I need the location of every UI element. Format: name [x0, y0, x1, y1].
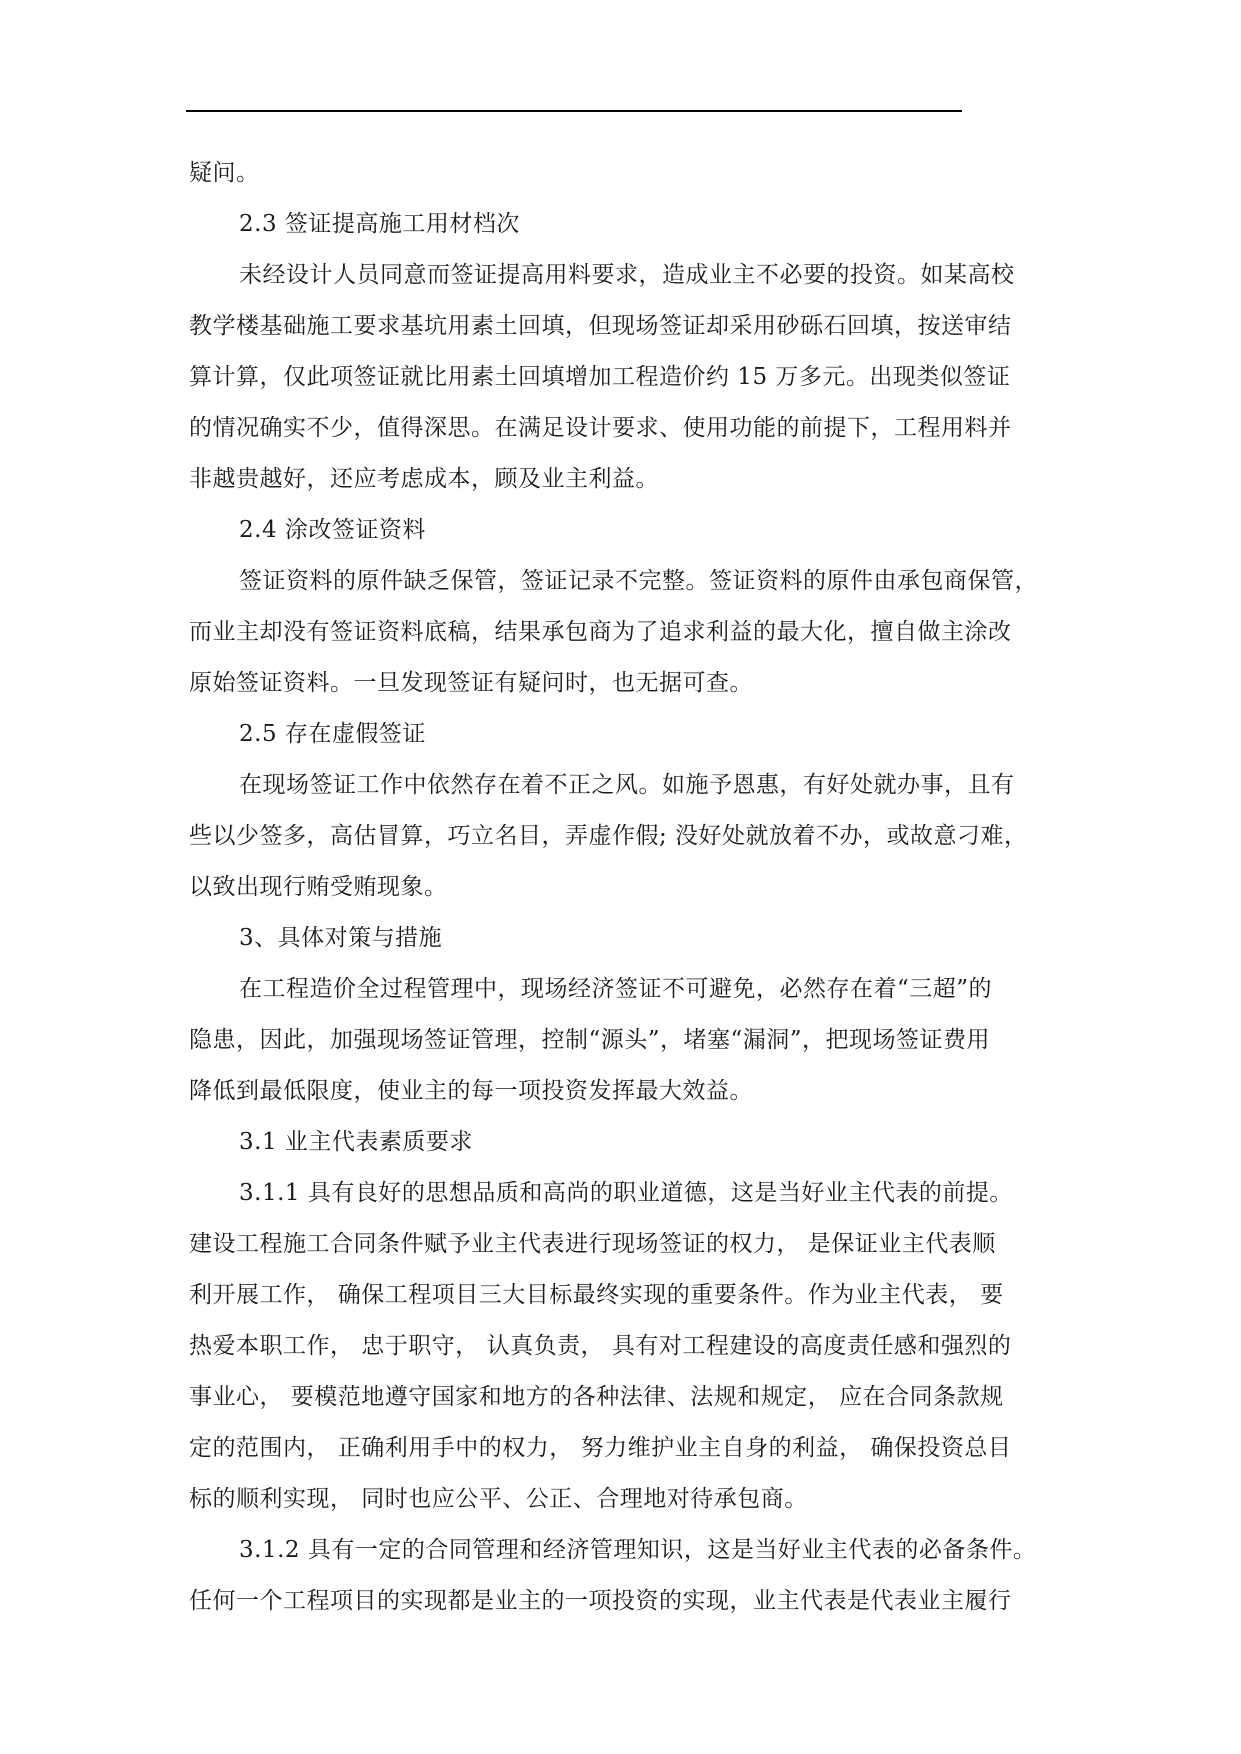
section-heading: 3、具体对策与措施 [239, 925, 443, 951]
body-text-line: 利开展工作， 确保工程项目三大目标最终实现的重要条件。作为业主代表， 要 [189, 1282, 1004, 1308]
body-text-line: 事业心， 要模范地遵守国家和地方的各种法律、法规和规定， 应在合同条款规 [189, 1384, 1004, 1410]
body-text-line: 3.1.2 具有一定的合同管理和经济管理知识，这是当好业主代表的必备条件。 [239, 1537, 1037, 1563]
body-text-line: 非越贵越好，还应考虑成本，顾及业主利益。 [189, 466, 659, 492]
body-text-line: 未经设计人员同意而签证提高用料要求，造成业主不必要的投资。如某高校 [239, 262, 1015, 288]
body-text-line: 教学楼基础施工要求基坑用素土回填，但现场签证却采用砂砾石回填，按送审结 [189, 313, 1012, 339]
body-text-line: 3.1.1 具有良好的思想品质和高尚的职业道德，这是当好业主代表的前提。 [239, 1180, 1013, 1206]
header-rule [186, 110, 962, 112]
body-text-line: 在现场签证工作中依然存在着不正之风。如施予恩惠，有好处就办事，且有 [239, 772, 1015, 798]
body-text-line: 热爱本职工作， 忠于职守， 认真负责， 具有对工程建设的高度责任感和强烈的 [189, 1333, 1012, 1359]
body-text-line: 疑问。 [189, 160, 260, 186]
body-text-line: 定的范围内， 正确利用手中的权力， 努力维护业主自身的利益， 确保投资总目 [189, 1435, 1012, 1461]
body-text-line: 以致出现行贿受贿现象。 [189, 874, 448, 900]
body-text-line: 的情况确实不少，值得深思。在满足设计要求、使用功能的前提下，工程用料并 [189, 415, 1012, 441]
body-text-line: 在工程造价全过程管理中，现场经济签证不可避免，必然存在着“三超”的 [239, 976, 993, 1002]
section-heading: 2.5 存在虚假签证 [239, 721, 426, 747]
body-text-line: 建设工程施工合同条件赋予业主代表进行现场签证的权力， 是保证业主代表顺 [189, 1231, 996, 1257]
body-text-line: 而业主却没有签证资料底稿，结果承包商为了追求利益的最大化，擅自做主涂改 [189, 619, 1012, 645]
section-heading: 3.1 业主代表素质要求 [239, 1129, 473, 1155]
section-heading: 2.3 签证提高施工用材档次 [239, 211, 520, 237]
body-text-line: 签证资料的原件缺乏保管，签证记录不完整。签证资料的原件由承包商保管， [239, 568, 1038, 594]
section-heading: 2.4 涂改签证资料 [239, 517, 426, 543]
body-text-line: 算计算，仅此项签证就比用素土回填增加工程造价约 15 万多元。出现类似签证 [189, 364, 1011, 390]
body-text-line: 隐患，因此，加强现场签证管理，控制“源头”，堵塞“漏洞”，把现场签证费用 [189, 1027, 991, 1053]
body-text-line: 标的顺利实现， 同时也应公平、公正、合理地对待承包商。 [189, 1486, 808, 1512]
body-text-line: 些以少签多，高估冒算，巧立名目，弄虚作假; 没好处就放着不办，或故意刁难， [189, 823, 1028, 849]
body-text-line: 原始签证资料。一旦发现签证有疑问时，也无据可查。 [189, 670, 753, 696]
body-text-line: 任何一个工程项目的实现都是业主的一项投资的实现，业主代表是代表业主履行 [189, 1588, 1012, 1614]
body-text-line: 降低到最低限度，使业主的每一项投资发挥最大效益。 [189, 1078, 753, 1104]
